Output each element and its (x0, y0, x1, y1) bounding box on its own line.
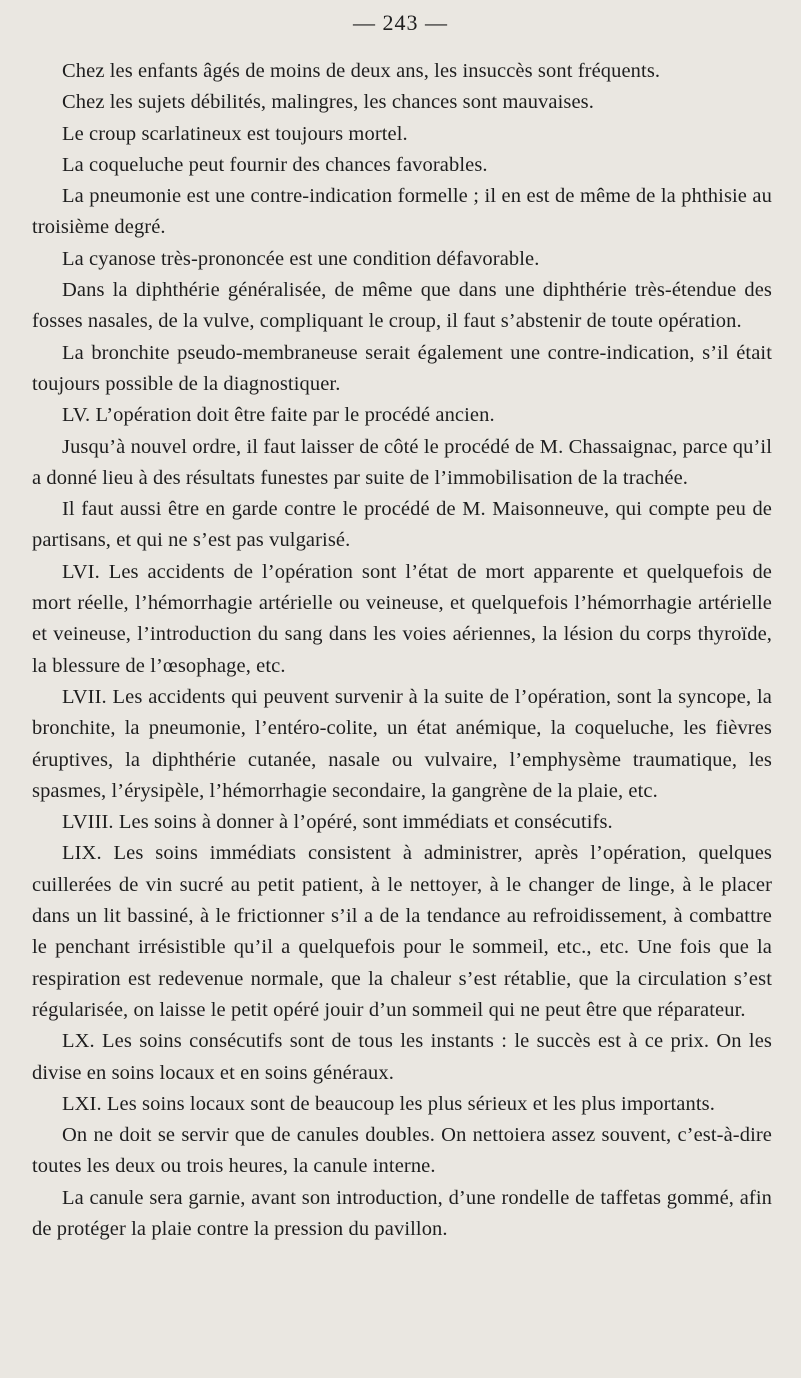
paragraph: La cyanose très-prononcée est une condition défavorable. (62, 247, 540, 270)
paragraph: Dans la diphthérie généralisée, de même que dans une diphthérie très-étendue des fosses nasales, de la vulve, compliquant le croup, il faut s’abstenir de toute opération. (32, 279, 772, 333)
paragraph: LIX. Les soins immédiats consistent à administrer, après l’opération, quelques cuillerées de vin sucré au petit patient, à le nettoyer, à le changer de linge, à le placer dans un lit bassiné, à le frictionner s’il a de la tendance au refroidissement, à combattre le penchant irrésistible qu’il a quelquefois pour le sommeil, etc., etc. Une fois que la respiration est redevenue normale, que la chaleur s’est rétablie, que la circulation s’est régularisée, on laisse le petit opéré jouir d’un sommeil qui ne peut être que réparateur. (32, 842, 772, 1021)
paragraph: La canule sera garnie, avant son introduction, d’une rondelle de taffetas gommé, afin de protéger la plaie contre la pression du pavillon. (32, 1186, 772, 1240)
paragraph: LXI. Les soins locaux sont de beaucoup les plus sérieux et les plus importants. (62, 1092, 715, 1115)
paragraph: Chez les sujets débilités, malingres, les chances sont mauvaises. (62, 91, 594, 114)
paragraph: Il faut aussi être en garde contre le procédé de M. Maisonneuve, qui compte peu de partisans, et qui ne s’est pas vulgarisé. (32, 498, 772, 552)
paragraph: LVIII. Les soins à donner à l’opéré, sont immédiats et consécutifs. (62, 811, 613, 834)
paragraph: La pneumonie est une contre-indication formelle ; il en est de même de la phthisie au troisième degré. (32, 185, 772, 239)
text-body (32, 56, 772, 1245)
paragraph: LX. Les soins consécutifs sont de tous les instants : le succès est à ce prix. On les divise en soins locaux et en soins généraux. (32, 1030, 772, 1084)
paragraph: LVI. Les accidents de l’opération sont l’état de mort apparente et quelquefois de mort réelle, l’hémorrhagie artérielle ou veineuse, et quelquefois l’hémorrhagie artérielle et veineuse, l’introduction du sang dans les voies aériennes, la lésion du corps thyroïde, la blessure de l’œsophage, etc. (32, 560, 772, 677)
paragraph: La coqueluche peut fournir des chances favorables. (62, 153, 488, 176)
paragraph: Le croup scarlatineux est toujours mortel. (62, 122, 408, 145)
paragraph: LV. L’opération doit être faite par le procédé ancien. (62, 404, 495, 427)
paragraph: Chez les enfants âgés de moins de deux ans, les insuccès sont fréquents. (62, 60, 661, 82)
paragraph: On ne doit se servir que de canules doubles. On nettoiera assez souvent, c’est-à-dire toutes les deux ou trois heures, la canule interne. (32, 1124, 772, 1178)
paragraph: Jusqu’à nouvel ordre, il faut laisser de côté le procédé de M. Chassaignac, parce qu’il a donné lieu à des résultats funestes par suite de l’immobilisation de la trachée. (32, 435, 772, 489)
paragraph: LVII. Les accidents qui peuvent survenir à la suite de l’opération, sont la syncope, la bronchite, la pneumonie, l’entéro-colite, un état anémique, la coqueluche, les fièvres éruptives, la diphthérie cutanée, nasale ou vulvaire, l’emphysème traumatique, les spasmes, l’érysipèle, l’hémorrhagie secondaire, la gangrène de la plaie, etc. (32, 685, 772, 802)
page-number: — 243 — (353, 10, 448, 35)
paragraph: La bronchite pseudo-membraneuse serait également une contre-indication, s’il était toujours possible de la diagnostiquer. (32, 341, 772, 395)
